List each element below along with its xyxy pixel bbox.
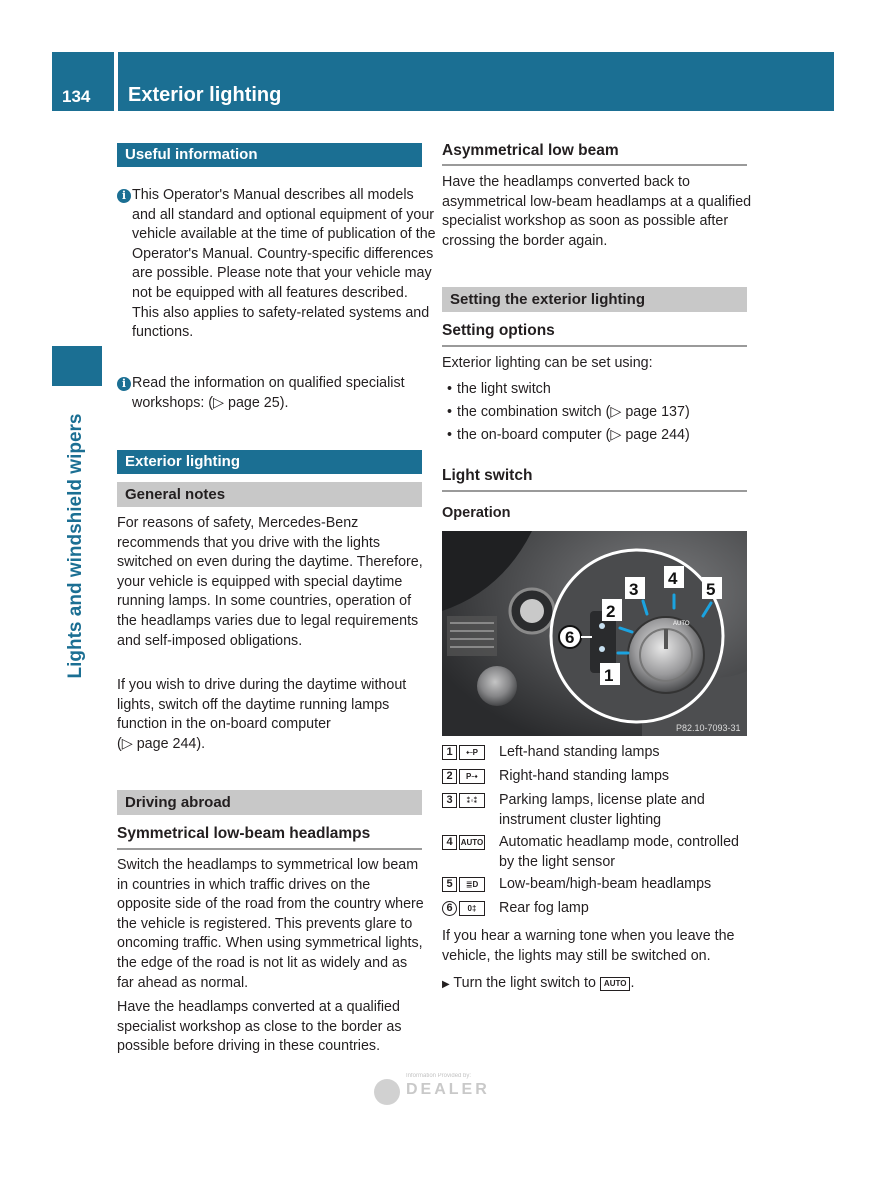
- auto-symbol-icon: AUTO: [600, 977, 631, 991]
- callout-1: 1: [604, 666, 614, 685]
- legend-item-1: [442, 743, 752, 763]
- exterior-lighting-heading: Exterior lighting: [117, 450, 422, 474]
- driving-abroad-para-1: Switch the headlamps to symmetrical low beam in countries in which traffic drives on the opposite side of the road from the country where the vehicle is registered. This prevents glare to oncoming traffic. When using symmetrical lights, the edge of the road is not lit as widely and as far ahead as normal.: [117, 857, 424, 991]
- callout-3: 3: [629, 580, 639, 599]
- callout-6: 6: [565, 628, 575, 647]
- list-item: • the combination switch (▷ page 137): [442, 401, 752, 424]
- general-notes-para-1: For reasons of safety, Mercedes-Benz recommends that you drive with the lights switched on even during the daytime. Therefore, your vehicle is equipped with special daytime running lamps. In some countries, operation of the headlamps varies due to legal requirements and self-imposed obligations.: [117, 515, 423, 649]
- operation-heading: Operation: [442, 505, 511, 521]
- instruction-suffix: .: [630, 975, 635, 991]
- info-icon: i: [117, 377, 131, 391]
- setting-options-list: [442, 378, 752, 447]
- page-number: 134: [62, 87, 91, 106]
- side-tab-label-wrap: [56, 396, 96, 696]
- driving-abroad-heading: Driving abroad: [117, 790, 422, 815]
- callout-5: 5: [706, 580, 716, 599]
- legend-item-4: [442, 833, 752, 872]
- legend-item-2: [442, 767, 752, 787]
- legend-number: 3: [442, 793, 457, 808]
- auto-headlamp-icon: AUTO: [459, 835, 485, 850]
- info-note-1-text: This Operator's Manual describes all models and all standard and optional equipment of your vehicle available at the time of publication of the Operator's Manual. Country-specific differences are possible. Please note that your vehicle may not be equipped with all features described. This also applies to safety-related systems and functions.: [132, 187, 436, 341]
- legend-number: 2: [442, 769, 457, 784]
- symmetrical-low-beam-heading: Symmetrical low-beam headlamps: [117, 825, 422, 850]
- legend-text: Rear fog lamp: [499, 900, 589, 916]
- legend-number: 6: [442, 901, 457, 916]
- asymmetrical-para: Have the headlamps converted back to asymmetrical low-beam headlamps at a qualified specialist workshop as soon as possible after crossing the border again.: [442, 174, 752, 249]
- page-reference[interactable]: (▷ page 244).: [117, 735, 206, 752]
- parking-lamp-icon: ⁑◦⁑: [459, 793, 485, 808]
- legend-number: 1: [442, 745, 457, 760]
- dial-auto-label: AUTO: [673, 621, 690, 627]
- callout-4: 4: [668, 569, 678, 588]
- side-tab-label: Lights and windshield wipers: [65, 413, 86, 679]
- list-item: • the light switch: [442, 378, 752, 401]
- info-icon: i: [117, 189, 131, 203]
- asymmetrical-low-beam-heading: Asymmetrical low beam: [442, 142, 747, 166]
- setting-options-heading: Setting options: [442, 322, 747, 347]
- side-tab-marker: [52, 346, 102, 386]
- legend-number: 5: [442, 877, 457, 892]
- legend-item-3: [442, 791, 752, 830]
- general-notes-para-2: [117, 676, 424, 754]
- general-notes-heading: General notes: [117, 482, 422, 507]
- light-switch-heading: Light switch: [442, 467, 747, 492]
- instruction-text: Turn the light switch to: [453, 975, 596, 991]
- legend-text: Left-hand standing lamps: [499, 744, 660, 760]
- left-standing-lamp-icon: ⇠P: [459, 745, 485, 760]
- info-note-1: [117, 186, 437, 343]
- useful-info-heading: Useful information: [117, 143, 422, 167]
- legend-item-6: [442, 899, 752, 919]
- watermark-brand: DEALER: [406, 1081, 490, 1098]
- legend-text: Low-beam/high-beam headlamps: [499, 876, 712, 892]
- dealer-watermark: [370, 1073, 510, 1113]
- callout-2: 2: [606, 602, 616, 621]
- setting-intro: Exterior lighting can be set using:: [442, 355, 653, 371]
- driving-abroad-para-2: Have the headlamps converted at a qualified specialist workshop as close to the border as possible before driving in these countries.: [117, 999, 402, 1055]
- legend-number: 4: [442, 835, 457, 850]
- legend-text: Right-hand standing lamps: [499, 768, 670, 784]
- info-note-2-text: Read the information on qualified specialist workshops: (▷ page 25).: [132, 375, 405, 411]
- light-switch-illustration: [442, 531, 747, 736]
- legend-text: Parking lamps, license plate and instrument cluster lighting: [499, 792, 705, 828]
- step-arrow-icon: ▶: [442, 979, 450, 990]
- warning-para: If you hear a warning tone when you leave the vehicle, the lights may still be switched on.: [442, 928, 735, 964]
- header-bar: [118, 52, 834, 111]
- list-item: • the on-board computer (▷ page 244): [442, 424, 752, 447]
- low-beam-icon: ≣D: [459, 877, 485, 892]
- legend-text: Automatic headlamp mode, controlled by the light sensor: [499, 834, 740, 870]
- general-notes-para-2-text: If you wish to drive during the daytime without lights, switch off the daytime running lamps function in the on-board computer: [117, 677, 407, 733]
- setting-exterior-lighting-heading: Setting the exterior lighting: [442, 287, 747, 312]
- light-switch-photo: [442, 531, 747, 736]
- page-number-block: [52, 52, 114, 111]
- page-title: Exterior lighting: [128, 84, 282, 106]
- legend-item-5: [442, 875, 752, 895]
- dealer-logo-icon: [374, 1079, 400, 1105]
- watermark-caption: Information Provided by:: [406, 1073, 472, 1079]
- info-note-2: [117, 374, 437, 413]
- image-code: P82.10-7093-31: [676, 723, 741, 733]
- rear-fog-lamp-icon: 0‡: [459, 901, 485, 916]
- right-standing-lamp-icon: P⇢: [459, 769, 485, 784]
- instruction-step: [442, 974, 752, 995]
